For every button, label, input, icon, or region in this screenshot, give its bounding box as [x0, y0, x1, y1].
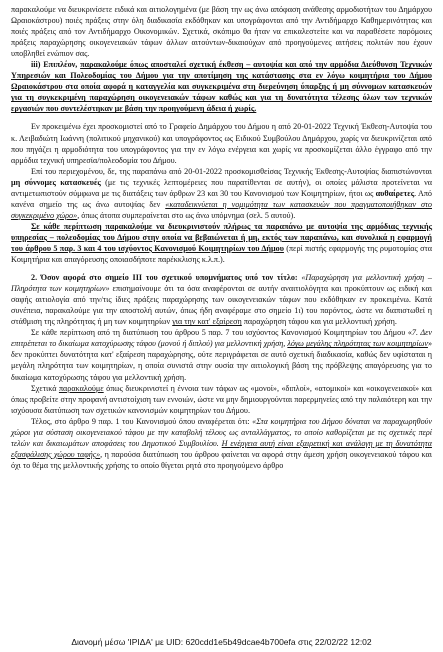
- text-span: , όπως άτοπα συμπεραίνεται στο ως άνω υπόμνημα (σελ. 5 αυτού).: [77, 210, 296, 220]
- paragraph-p2: [11, 121, 432, 165]
- text-span: » δεν προκύπτει δυνατότητα κατ' εξαίρεση παραχώρησης, ούτε περιγράφεται σε αυτό σχετική διαδικασία, καθώς δεν υφίσταται η μεγάλη πληρότητα των κοιμητηρίων, η οποία συνιστά στην ουσία την αιτιολογική βάση της πρόβλεψης απαγόρευσης για το δικαίωμα κατοχύρωσης τάφου για μελλοντική χρήση.: [11, 339, 432, 382]
- text-span: Εν προκειμένω έχει προσκομιστεί από το Γραφείο Δημάρχου του Δήμου η από 20-01-2022 Τεχνική Έκθεση-Αυτοψία του κ. Λειβαδιώτη Ιωάννη (πολιτικού μηχανικού) και υπογράφοντος ως Ειδικού Συμβούλου Δημάρχου, χωρίς να διευκρινίζεται από που πηγάζει η αρμοδιότητα του υπογράφοντος για την εν λόγω ενέργεια και χωρίς να προσκομίζεται άλλο έγγραφο από την αρμόδια τεχνική υπηρεσία/πολεοδομία του Δήμου.: [11, 122, 432, 165]
- paragraph-p6: [11, 327, 432, 382]
- text-span: , η παρούσα διατύπωση του άρθρου φαίνεται να αφορά στην άμεση χρήση οικογενειακού τάφου και όχι το θέμα της μελλοντικής χρήσης το οποίο θίγεται ρητά στο προηγούμενο άρθρο: [11, 449, 432, 470]
- text-span: (περί πιστής εφαρμογής της ρυμοτομίας στα Κοιμητήρια και απαγόρευσης οποιασδήποτε παρέκκλισης κ.λ.π.).: [11, 243, 432, 265]
- text-span: (με τις τεχνικές λεπτομέρειες που παρατίθενται σε αυτήν), οι οποίες μάλιστα προτείνεται να αντιμετωπιστούν σύμφωνα με τις διατάξεις των άρθρων 23 και 30 του Κανονισμού των Κοιμητηρίων, ήτοι ως: [11, 177, 432, 198]
- text-span: «Παραχώρηση για μελλοντική χρήση – Πληρότητα των κοιμητηρίων»: [11, 273, 432, 294]
- text-span: Τέλος, στο άρθρο 9 παρ. 1 του Κανονισμού όπου αναφέρεται ότι:: [31, 416, 253, 426]
- text-span: λόγω μεγάλης πληρότητας των κοιμητηρίων: [287, 339, 428, 349]
- text-span: παρακαλούμε να διευκρινίσετε ειδικά και αιτιολογημένα (με βάση την ως άνω απόφαση ανάθεσης αρμοδιοτήτων του Δημάρχου Ωραιοκάστρου) ποιές πράξεις στην όλη διαδικασία εκδόθηκαν και υπογράφονται από την Αντιδήμαρχο Καθημερινότητας και ποιές πράξεις από τον Αντιδήμαρχο Οικονομικών. Σχετικά, σκόπιμο θα ήταν να επικαλεστείτε και να παραθέσετε παρόμοιες πράξεις παραχώρησης οικογενειακών τάφων άλλων αιτούντων-δικαιούχων από προηγούμενες αιτήσεις πολιτών που έχουν υποβληθεί ενώπιον σας.: [11, 5, 432, 59]
- iris-distribution-footer: Διανομή μέσω 'ΙΡΙΔΑ' με UID: 620cdd1e5b49dcae4b700efa στις 22/02/22 12:02: [71, 637, 372, 647]
- paragraph-gap: [11, 114, 432, 121]
- text-span: . Από κανένα σημείο της ως άνω αυτοψίας δεν: [11, 188, 432, 209]
- document-body: [11, 4, 432, 471]
- text-span: παρακαλούμε όπως αποσταλεί σχετική έκθεση – αυτοψία και από την αρμόδια Διεύθυνση Τεχνικών Υπηρεσιών και Πολεοδομίας του Δήμου για την αποτίμηση της κατάστασης στα εν λόγω κοιμητήρια του Δήμου Ωραιοκάστρου στα οποία αφορά η καταγγελία και συγκεκριμένα στη διερεύνηση ύπαρξης ή μη σύννομων κατασκευών για τη συγκεκριμένη παραχώρηση οικογενειακών τάφων καθώς και για τη δυνατότητα τέλεσης όλων των τεχνικών εργασιών που συντελέστηκαν με βάση την προηγούμενη άδεια ή χωρίς.: [11, 60, 433, 114]
- paragraph-p5: [11, 272, 432, 327]
- paragraph-p7: [11, 383, 432, 416]
- text-span: για την κατ' εξαίρεση: [172, 317, 242, 327]
- text-span: Σχετικά: [31, 383, 59, 393]
- paragraph-p8: [11, 416, 432, 471]
- paragraph-p3: [11, 166, 432, 221]
- text-span: επισημαίνουμε ότι τα όσα αναφέρονται σε αυτήν αναιτιολόγητα και προκύπτουν ως ειδική και σαφής αιτιολογία από την/τις ίδιες πράξεις παραχώρησης των οικογενειακών τάφων που εκδόθηκαν εν προκειμένω. Κατά συνέπεια, παρακαλούμε για την αποστολή αυτών, όπως ήδη αναφέραμε στο σημείο 1ι) του παρόντος, ώστε να διαπιστωθεί η στάθμιση της πληρότητας ή μη των κοιμητηρίων: [11, 284, 433, 327]
- text-span: Σε κάθε περίπτωση παρακαλούμε να διευκρινιστούν πλήρως τα παραπάνω με αυτοψία της αρμόδιας τεχνικής υπηρεσίας – πολεοδομίας του Δήμου στην οποία να βεβαιώνεται ή μη, εκτός των παραπάνω, και συνολικά η εφαρμογή του άρθρου 5 παρ. 3 και 4 του ισχύοντος Κανονισμού Κοιμητηρίων του Δήμου: [11, 221, 432, 253]
- text-span: Σε κάθε περίπτωση από τη διατύπωση του άρθρου 5 παρ. 7 του ισχύοντος Κανονισμού Κοιμητηρίων του Δήμου «: [31, 328, 412, 338]
- paragraph-p1: [11, 59, 432, 114]
- text-span: όπως διευκρινιστεί η έννοια των τάφων ως «μονοί», «διπλοί», «ατομικοί» και «οικογενειακοί» και όπως προβείτε στην προφανή αντιστοίχιση των εννοιών, ώστε να μην δημιουργούνται παρερμηνείες από την παλαιότερη και την ισχύουσα διατύπωση των σχετικών κανονισμών κοιμητηρίων του Δήμου.: [11, 383, 432, 415]
- paragraph-p4: [11, 221, 432, 265]
- text-span: 2. Όσον αφορά στο σημείο ΙΙΙ του σχετικού υπομνήματος υπό τον τίτλο:: [31, 273, 302, 283]
- text-span: μη σύννομες κατασκευές: [11, 177, 101, 187]
- text-span: παρακαλούμε: [58, 383, 104, 393]
- text-span: Επί του περιεχομένου, δε, της παραπάνω από 20-01-2022 προσκομισθείσας Τεχνικής Έκθεσης-Αυτοψίας διαπιστώνονται: [31, 166, 432, 176]
- text-span: παραχώρηση τάφου και για μελλοντική χρήση.: [241, 317, 397, 327]
- paragraph-gap: [11, 265, 432, 272]
- paragraph-p0: [11, 4, 432, 59]
- text-span: «καταδεικνύεται η νομιμότητα των κατασκευών που πραγματοποιήθηκαν στο συγκεκριμένο χώρο»: [11, 199, 432, 220]
- text-span: «Στα κοιμητήρια του Δήμου δύναται να παραχωρηθούν χώροι για σύσταση οικογενειακού τάφου με την καταβολή τέλους ως ανταλλάγματος, το οποίο καθορίζεται με τις σχετικές περί τελών και δικαιωμάτων αποφάσεις του Δημοτικού Συμβουλίου.: [11, 416, 432, 448]
- text-span: αυθαίρετες: [375, 188, 415, 198]
- text-span: Η ενέργεια αυτή είναι εξαιρετική και ανάλογη με τη δυνατότητα εξασφάλισης χώρου ταφής»: [11, 438, 432, 459]
- text-span: iii) Επιπλέον,: [31, 60, 81, 70]
- text-span: 7. Δεν επιτρέπεται το δικαίωμα κατοχύρωσης τάφου (μονού ή διπλού) για μελλοντική χρήση,: [11, 328, 432, 349]
